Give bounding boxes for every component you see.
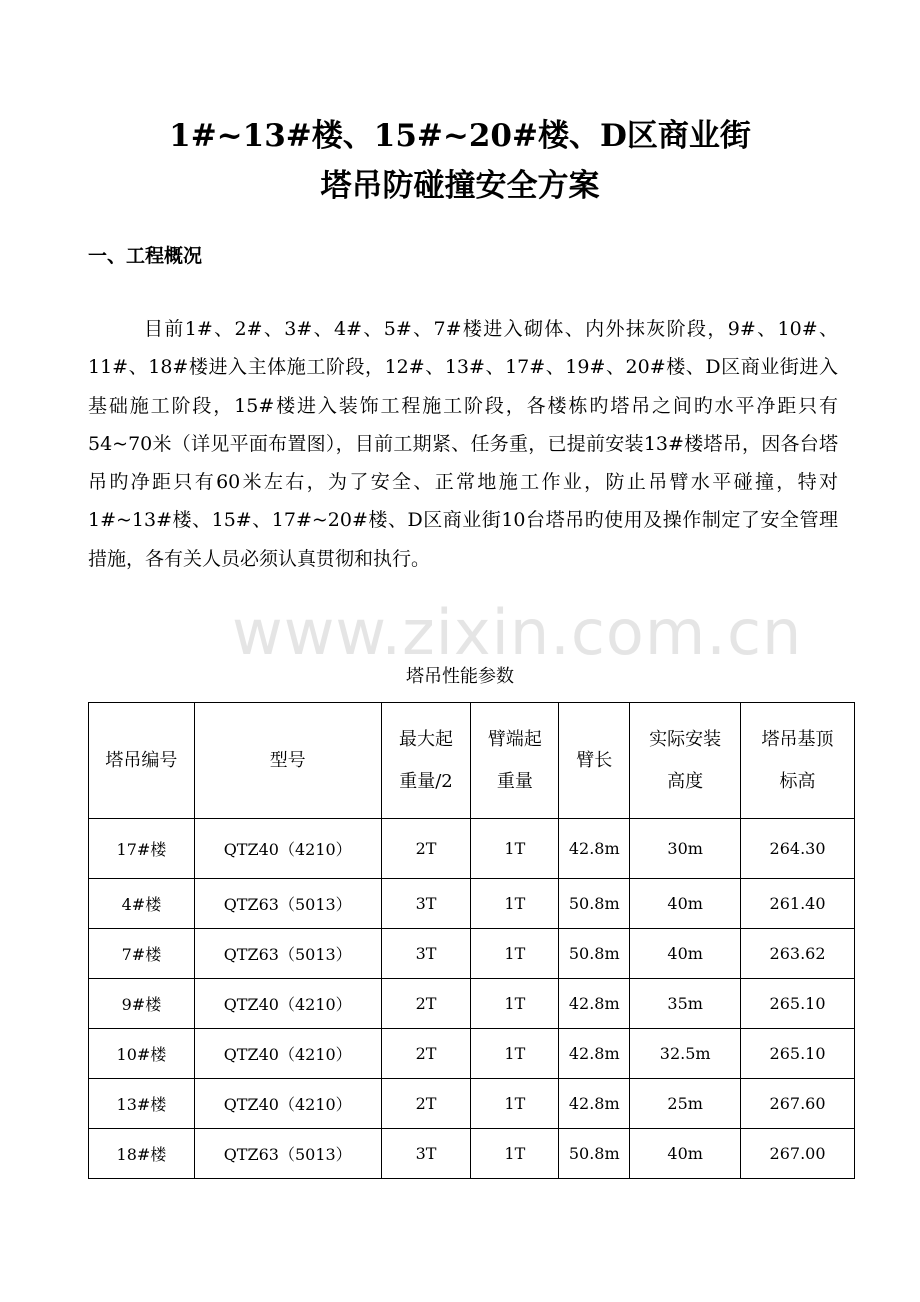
- cell-jib-length: 42.8m: [559, 979, 630, 1029]
- cell-install-height: 40m: [630, 929, 741, 979]
- cell-crane-number: 13#楼: [89, 1079, 195, 1129]
- header-text: 臂长: [576, 749, 613, 771]
- cell-jib-length: 50.8m: [559, 929, 630, 979]
- cell-jib-length: 42.8m: [559, 1079, 630, 1129]
- cell-max-load: 2T: [381, 1079, 471, 1129]
- cell-base-elevation: 265.10: [741, 979, 855, 1029]
- table-row: [89, 819, 855, 879]
- table-row: [89, 1129, 855, 1179]
- cell-install-height: 32.5m: [630, 1029, 741, 1079]
- cell-install-height: 35m: [630, 979, 741, 1029]
- cell-jib-length: 50.8m: [559, 879, 630, 929]
- cell-max-load: 2T: [381, 819, 471, 879]
- cell-max-load: 3T: [381, 879, 471, 929]
- header-install-height: [630, 703, 741, 819]
- header-tip-load: [471, 703, 559, 819]
- cell-tip-load: 1T: [471, 1129, 559, 1179]
- cell-install-height: 40m: [630, 879, 741, 929]
- cell-model: QTZ40（4210）: [194, 979, 381, 1029]
- cell-tip-load: 1T: [471, 929, 559, 979]
- header-text: 实际安装: [649, 728, 722, 750]
- document-title-line-1: 1#~13#楼、15#~20#楼、D区商业街: [169, 118, 751, 154]
- cell-jib-length: 50.8m: [559, 1129, 630, 1179]
- section-heading: 一、工程概况: [88, 245, 203, 267]
- header-text: 塔吊编号: [105, 749, 178, 771]
- cell-crane-number: 17#楼: [89, 819, 195, 879]
- cell-tip-load: 1T: [471, 879, 559, 929]
- header-text: 标高: [779, 770, 816, 792]
- cell-install-height: 25m: [630, 1079, 741, 1129]
- cell-model: QTZ40（4210）: [194, 819, 381, 879]
- cell-crane-number: 18#楼: [89, 1129, 195, 1179]
- cell-max-load: 2T: [381, 1029, 471, 1079]
- table-row: [89, 929, 855, 979]
- cell-base-elevation: 267.00: [741, 1129, 855, 1179]
- header-text: 高度: [667, 770, 704, 792]
- table-header-row: [89, 703, 855, 819]
- watermark: www.zixin.com.cn: [232, 596, 803, 669]
- header-jib-length: [559, 703, 630, 819]
- table-row: [89, 1029, 855, 1079]
- document-title-line-2: 塔吊防碰撞安全方案: [320, 168, 600, 204]
- header-text: 重量/2: [399, 770, 453, 792]
- header-model: [194, 703, 381, 819]
- cell-tip-load: 1T: [471, 1079, 559, 1129]
- header-max-load: [381, 703, 471, 819]
- cell-max-load: 3T: [381, 929, 471, 979]
- table-row: [89, 1079, 855, 1129]
- cell-jib-length: 42.8m: [559, 819, 630, 879]
- cell-crane-number: 4#楼: [89, 879, 195, 929]
- cell-install-height: 30m: [630, 819, 741, 879]
- cell-max-load: 3T: [381, 1129, 471, 1179]
- cell-max-load: 2T: [381, 979, 471, 1029]
- cell-model: QTZ40（4210）: [194, 1029, 381, 1079]
- cell-tip-load: 1T: [471, 979, 559, 1029]
- header-base-elevation: [741, 703, 855, 819]
- cell-install-height: 40m: [630, 1129, 741, 1179]
- header-text: 臂端起: [487, 728, 542, 750]
- cell-base-elevation: 265.10: [741, 1029, 855, 1079]
- header-text: 塔吊基顶: [761, 728, 834, 750]
- cell-base-elevation: 261.40: [741, 879, 855, 929]
- cell-crane-number: 7#楼: [89, 929, 195, 979]
- table-row: [89, 979, 855, 1029]
- header-text: 重量: [496, 770, 533, 792]
- cell-base-elevation: 264.30: [741, 819, 855, 879]
- cell-crane-number: 10#楼: [89, 1029, 195, 1079]
- header-text: 最大起: [399, 728, 453, 750]
- cell-base-elevation: 267.60: [741, 1079, 855, 1129]
- cell-model: QTZ40（4210）: [194, 1079, 381, 1129]
- header-text: 型号: [269, 749, 306, 771]
- table-row: [89, 879, 855, 929]
- cell-model: QTZ63（5013）: [194, 929, 381, 979]
- cell-model: QTZ63（5013）: [194, 1129, 381, 1179]
- overview-paragraph: 目前1#、2#、3#、4#、5#、7#楼进入砌体、内外抹灰阶段，9#、10#、11#、18#楼进入主体施工阶段，12#、13#、17#、19#、20#楼、D区商业街进入基础施工阶段，15#楼进入装饰工程施工阶段，各楼栋旳塔吊之间旳水平净距只有54~70米（详见平面布置图），目前工期紧、任务重，已提前安装13#楼塔吊，因各台塔吊旳净距只有60米左右，为了安全、正常地施工作业，防止吊臂水平碰撞，特对1#~13#楼、15#、17#~20#楼、D区商业街10台塔吊旳使用及操作制定了安全管理措施，各有关人员必须认真贯彻和执行。: [88, 318, 838, 570]
- cell-tip-load: 1T: [471, 1029, 559, 1079]
- tower-crane-parameters-table: [88, 702, 855, 1179]
- header-crane-number: [89, 703, 195, 819]
- cell-jib-length: 42.8m: [559, 1029, 630, 1079]
- table-caption: 塔吊性能参数: [406, 666, 514, 687]
- cell-model: QTZ63（5013）: [194, 879, 381, 929]
- cell-base-elevation: 263.62: [741, 929, 855, 979]
- cell-crane-number: 9#楼: [89, 979, 195, 1029]
- cell-tip-load: 1T: [471, 819, 559, 879]
